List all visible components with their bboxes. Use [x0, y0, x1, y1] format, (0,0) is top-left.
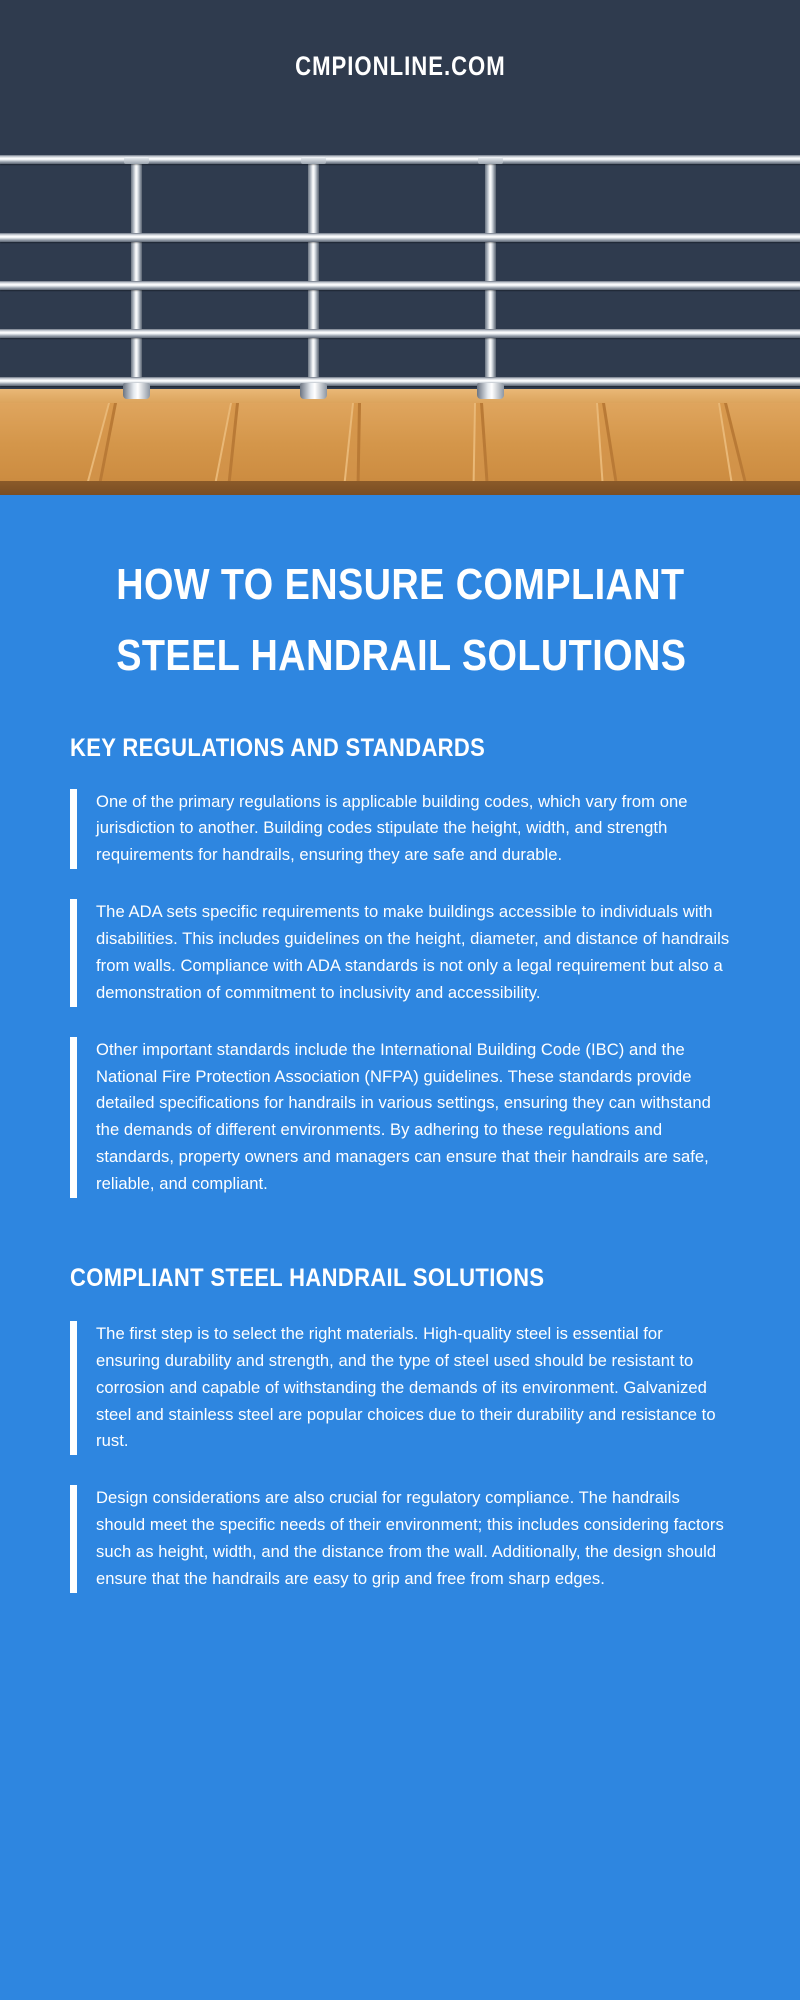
paragraph-block [70, 1321, 730, 1455]
handrail-rail-5 [0, 377, 800, 386]
paragraph-block [70, 789, 730, 870]
accent-bar [70, 1037, 77, 1198]
paragraph-block [70, 1037, 730, 1198]
site-header [0, 0, 800, 133]
handrail-post-1 [131, 157, 142, 387]
page-title-line-2: STEEL HANDRAIL SOLUTIONS [116, 631, 687, 681]
paragraph-text: Design considerations are also crucial for regulatory compliance. The handrails should meet the specific needs of their environment; this includes considering factors such as height, width, and the distance from the wall. Additionally, the design should ensure that the handrails are easy to grip and free from sharp edges. [96, 1488, 724, 1588]
hero-illustration-handrail [0, 133, 800, 495]
site-url: CMPIONLINE.COM [294, 51, 506, 81]
paragraph-block [70, 899, 730, 1007]
paragraph-text: Other important standards include the International Building Code (IBC) and the National Fire Protection Association (NFPA) guidelines. These standards provide detailed specifications for handrails in various settings, ensuring they can withstand the demands of different environments. By adhering to these regulations and standards, property owners and managers can ensure that their handrails are safe, reliable, and compliant. [96, 1039, 711, 1194]
accent-bar [70, 1321, 77, 1455]
accent-bar [70, 1485, 77, 1593]
section-heading-key-regulations: KEY REGULATIONS AND STANDARDS [70, 733, 486, 762]
wooden-deck [0, 389, 800, 495]
page-title-line-1: HOW TO ENSURE COMPLIANT [116, 560, 685, 609]
handrail-post-cap-3 [478, 157, 503, 164]
accent-bar [70, 789, 77, 870]
handrail-post-cap-2 [301, 157, 326, 164]
handrail-rail-2 [0, 233, 800, 242]
handrail-rail-4 [0, 329, 800, 338]
accent-bar [70, 899, 77, 1007]
paragraph-block [70, 1485, 730, 1593]
handrail-post-2 [308, 157, 319, 387]
paragraph-text: The ADA sets specific requirements to make buildings accessible to individuals with disabilities. This includes guidelines on the height, diameter, and distance of handrails from walls. Compliance with ADA standards is not only a legal requirement but also a demonstration of commitment to inclusivity and accessibility. [96, 902, 730, 1002]
content-body [0, 495, 800, 1663]
deck-top-edge [0, 389, 800, 403]
deck-front-edge [0, 481, 800, 495]
section-heading-compliant-solutions: COMPLIANT STEEL HANDRAIL SOLUTIONS [70, 1263, 545, 1292]
handrail-post-base-3 [477, 383, 504, 399]
paragraph-text: The first step is to select the right materials. High-quality steel is essential for ensuring durability and strength, and the type of steel used should be resistant to corrosion and capable of withstanding the demands of its environment. Galvanized steel and stainless steel are popular choices due to their durability and resistance to rust. [96, 1323, 716, 1451]
handrail-rail-3 [0, 281, 800, 290]
handrail-top-rail [0, 155, 800, 164]
handrail-post-3 [485, 157, 496, 387]
handrail-post-base-2 [300, 383, 327, 399]
handrail-post-base-1 [123, 383, 150, 399]
handrail-post-cap-1 [124, 157, 149, 164]
paragraph-text: One of the primary regulations is applicable building codes, which vary from one jurisdiction to another. Building codes stipulate the height, width, and strength requirements for handrails, ensuring they are safe and durable. [96, 791, 688, 865]
